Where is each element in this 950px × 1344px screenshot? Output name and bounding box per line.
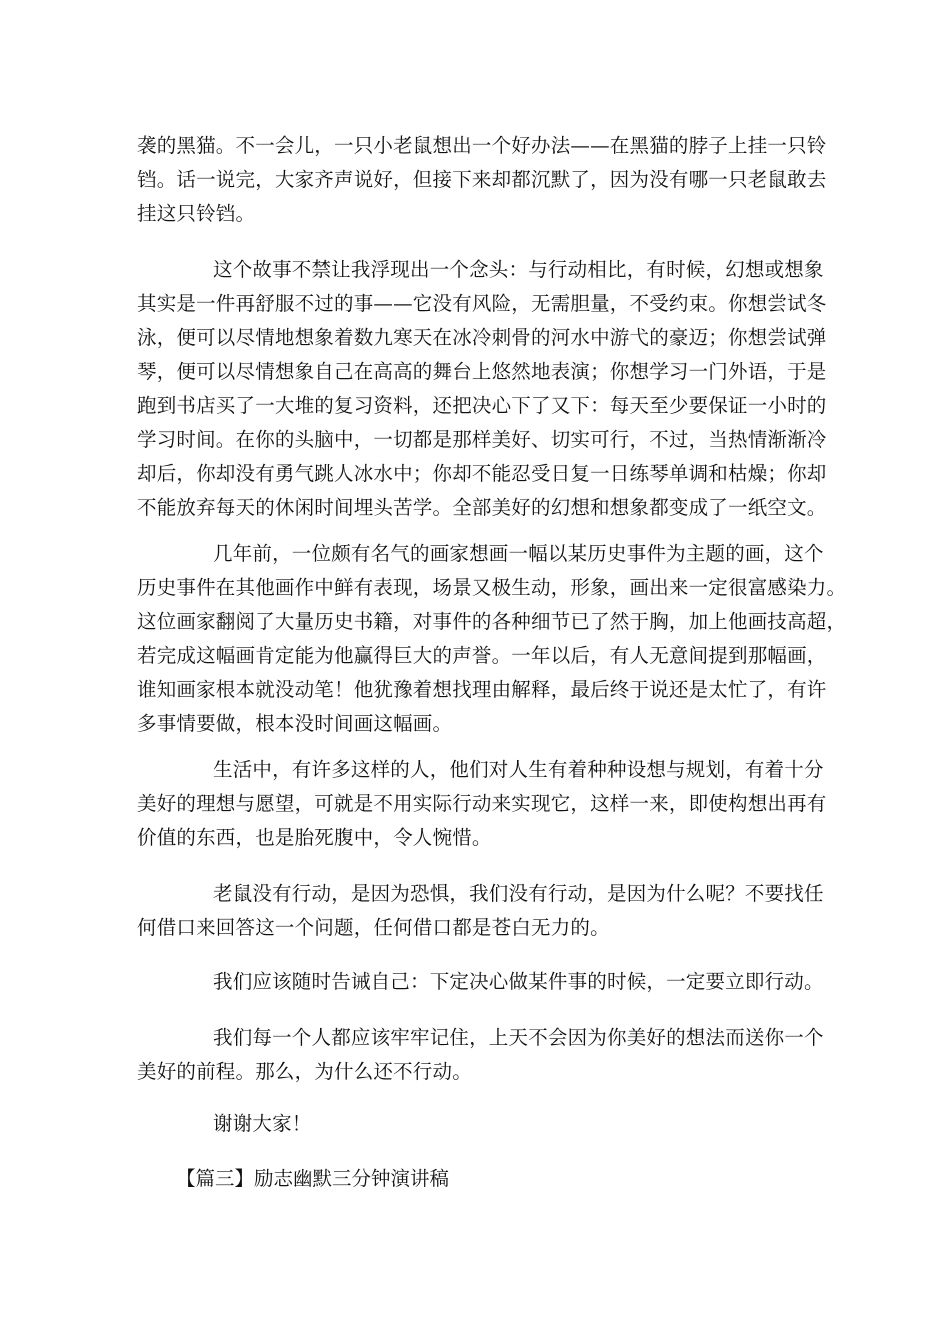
- paragraph-line: 这个故事不禁让我浮现出一个念头：与行动相比，有时候，幻想或想象: [213, 258, 824, 281]
- paragraph-line: 何借口来回答这一个问题，任何借口都是苍白无力的。: [137, 916, 610, 939]
- paragraph-line: 琴，便可以尽情想象自己在高高的舞台上悠然地表演；你想学习一门外语，于是: [137, 360, 827, 383]
- paragraph-line: 我们应该随时告诫自己：下定决心做某件事的时候，一定要立即行动。: [213, 970, 824, 993]
- paragraph-1: [137, 129, 827, 231]
- paragraph-line: 不能放弃每天的休闲时间埋头苦学。全部美好的幻想和想象都变成了一纸空文。: [137, 496, 827, 519]
- paragraph-5: [137, 877, 824, 945]
- paragraph-line: 历史事件在其他画作中鲜有表现，场景又极生动，形象，画出来一定很富感染力。: [137, 576, 847, 599]
- paragraph-line: 美好的理想与愿望，可就是不用实际行动来实现它，这样一来，即使构想出再有: [137, 792, 827, 815]
- paragraph-line: 我们每一个人都应该牢牢记住，上天不会因为你美好的想法而送你一个: [213, 1026, 824, 1049]
- paragraph-6: [137, 965, 824, 999]
- paragraph-line: 其实是一件再舒服不过的事——它没有风险，无需胆量，不受约束。你想尝试冬: [137, 292, 827, 315]
- paragraph-line: 挂这只铃铛。: [137, 202, 256, 225]
- paragraph-line: 几年前，一位颇有名气的画家想画一幅以某历史事件为主题的画，这个: [213, 542, 824, 565]
- paragraph-line: 学习时间。在你的头脑中，一切都是那样美好、切实可行，不过，当热情渐渐冷: [137, 428, 827, 451]
- paragraph-line: 老鼠没有行动，是因为恐惧，我们没有行动，是因为什么呢？不要找任: [213, 882, 824, 905]
- paragraph-line: 生活中，有许多这样的人，他们对人生有着种种设想与规划，有着十分: [213, 758, 824, 781]
- paragraph-2: [137, 253, 827, 525]
- section-heading: 【篇三】励志幽默三分钟演讲稿: [176, 1167, 450, 1190]
- paragraph-line: 铛。话一说完，大家齐声说好，但接下来却都沉默了，因为没有哪一只老鼠敢去: [137, 168, 827, 191]
- paragraph-line: 泳，便可以尽情地想象着数九寒天在冰冷刺骨的河水中游弋的豪迈；你想尝试弹: [137, 326, 827, 349]
- paragraph-line: 多事情要做，根本没时间画这幅画。: [137, 712, 453, 735]
- paragraph-line: 谢谢大家！: [213, 1112, 312, 1135]
- paragraph-line: 却后，你却没有勇气跳人冰水中；你却不能忍受日复一日练琴单调和枯燥；你却: [137, 462, 827, 485]
- paragraph-line: 跑到书店买了一大堆的复习资料，还把决心下了又下：每天至少要保证一小时的: [137, 394, 827, 417]
- paragraph-line: 这位画家翻阅了大量历史书籍，对事件的各种细节已了然于胸，加上他画技高超，: [137, 610, 847, 633]
- paragraph-7: [137, 1021, 824, 1089]
- paragraph-4: [137, 753, 827, 855]
- paragraph-line: 谁知画家根本就没动笔！他犹豫着想找理由解释，最后终于说还是太忙了，有许: [137, 678, 827, 701]
- paragraph-3: [137, 537, 847, 741]
- paragraph-line: 若完成这幅画肯定能为他赢得巨大的声誉。一年以后，有人无意间提到那幅画，: [137, 644, 827, 667]
- paragraph-8: [137, 1107, 817, 1141]
- paragraph-line: 价值的东西，也是胎死腹中，令人惋惜。: [137, 826, 492, 849]
- paragraph-line: 美好的前程。那么，为什么还不行动。: [137, 1060, 472, 1083]
- paragraph-line: 袭的黑猫。不一会儿，一只小老鼠想出一个好办法——在黑猫的脖子上挂一只铃: [137, 134, 827, 157]
